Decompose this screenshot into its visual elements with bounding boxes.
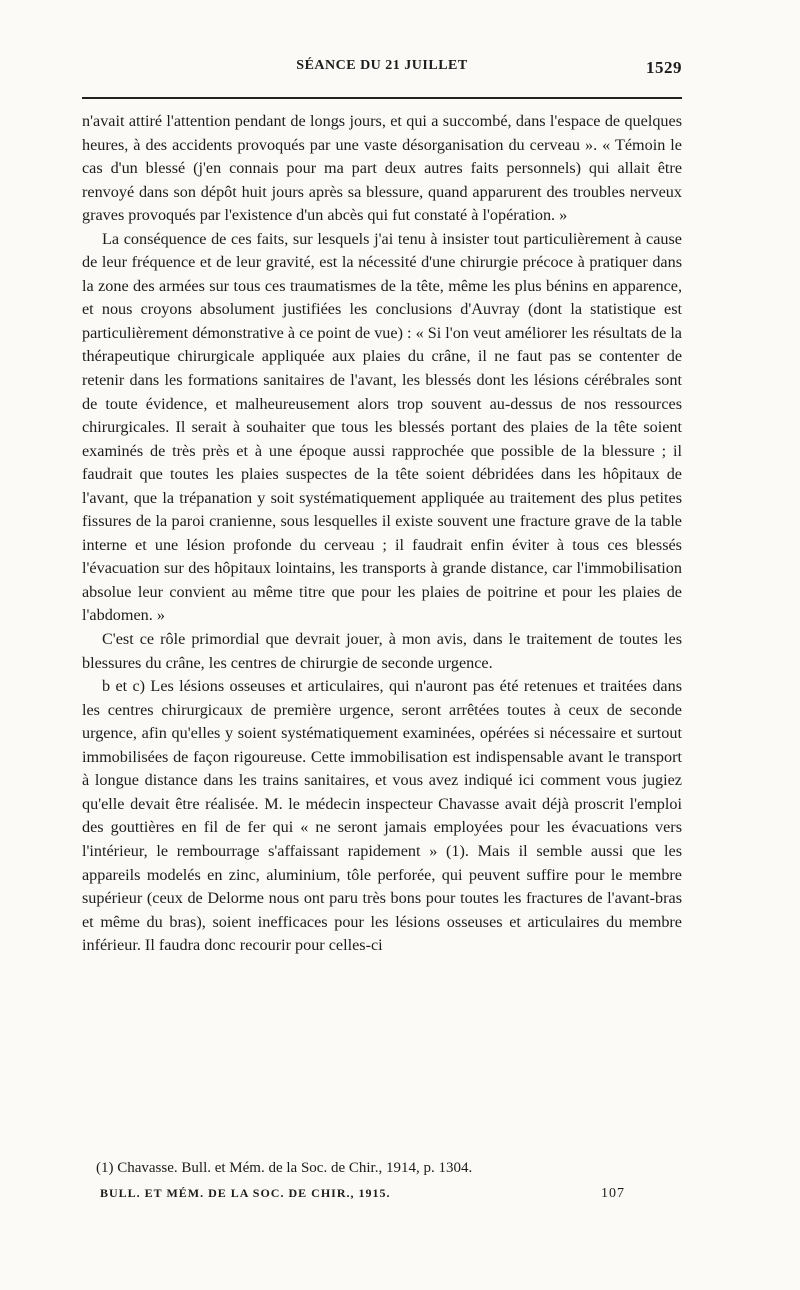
header-title: SÉANCE DU 21 JUILLET (296, 58, 468, 73)
footnote-text: (1) Chavasse. Bull. et Mém. de la Soc. de Chir., 1914, p. 1304. (96, 1160, 473, 1176)
header-rule (82, 97, 682, 99)
running-header (82, 58, 682, 84)
paragraph: C'est ce rôle primordial que devrait jouer, à mon avis, dans le traitement de toutes les blessures du crâne, les centres de chirurgie de seconde urgence. (82, 630, 682, 672)
signature-number: 107 (601, 1186, 625, 1201)
footnote (82, 1160, 682, 1177)
signature-left: BULL. ET MÉM. DE LA SOC. DE CHIR., 1915. (100, 1186, 391, 1200)
body-text (82, 110, 682, 958)
paragraph: b et c) Les lésions osseuses et articulaires, qui n'auront pas été retenues et traitées dans les centres chirurgicaux de première urgence, seront arrêtées toutes à ceux de seconde urgence, afin qu'elles y soient systématiquement examinées, opérées si nécessaire et surtout immobilisées de façon rigoureuse. Cette immobilisation est indispensable avant le transport à longue distance dans les trains sanitaires, et vous avez indiqué ici comment vous jugiez qu'elle devait être réalisée. M. le médecin inspecteur Chavasse avait déjà proscrit l'emploi des gouttières en fil de fer qui « ne seront jamais employées pour les évacuations vers l'intérieur, le rembourrage s'affaissant rapidement » (1). Mais il semble aussi que les appareils modelés en zinc, aluminium, tôle perforée, qui peuvent suffire pour le membre supérieur (ceux de Delorme nous ont paru très bons pour toutes les fractures de l'avant-bras et même du bras), soient inefficaces pour les lésions osseuses et articulaires du membre inférieur. Il faudra donc recourir pour celles-ci (82, 677, 682, 955)
paragraph: n'avait attiré l'attention pendant de longs jours, et qui a succombé, dans l'espace de quelques heures, à des accidents provoqués par une vaste désorganisation du cerveau ». « Témoin le cas d'un blessé (j'en connais pour ma part deux autres faits personnels) qui allait être renvoyé dans son dépôt huit jours après sa blessure, quand apparurent des troubles nerveux graves provoqués par l'existence d'un abcès qui fut constaté à l'opération. » (82, 112, 682, 225)
signature-line (100, 1186, 625, 1201)
paragraph: La conséquence de ces faits, sur lesquels j'ai tenu à insister tout particulièrement à cause de leur fréquence et de leur gravité, est la nécessité d'une chirurgie précoce à pratiquer dans la zone des armées sur tous ces traumatismes de la tête, même les plus bénins en apparence, et nous croyons absolument justifiées les conclusions d'Auvray (dont la statistique est particulièrement démonstrative à ce point de vue) : « Si l'on veut améliorer les résultats de la thérapeutique chirurgicale appliquée aux plaies du crâne, il ne faut pas se contenter de retenir dans les formations sanitaires de l'avant, les blessés dont les lésions cérébrales sont de toute évidence, et malheureusement alors trop souvent au-dessus de nos ressources chirurgicales. Il serait à souhaiter que tous les blessés portant des plaies de la tête soient examinés de très près et à une époque aussi rapprochée que possible de la blessure ; il faudrait que toutes les plaies suspectes de la tête soient débridées dans les hôpitaux de l'avant, que la trépanation y soit systématiquement appliquée au traitement des plus petites fissures de la paroi cranienne, sous lesquelles il existe souvent une fracture grave de la table interne et une lésion profonde du cerveau ; il faudrait enfin éviter à tous ces blessés l'évacuation sur des hôpitaux lointains, les transports à grande distance, car l'immobilisation absolue leur convient au même titre que pour les plaies de poitrine et pour les plaies de l'abdomen. » (82, 229, 682, 625)
page-number: 1529 (646, 58, 682, 77)
